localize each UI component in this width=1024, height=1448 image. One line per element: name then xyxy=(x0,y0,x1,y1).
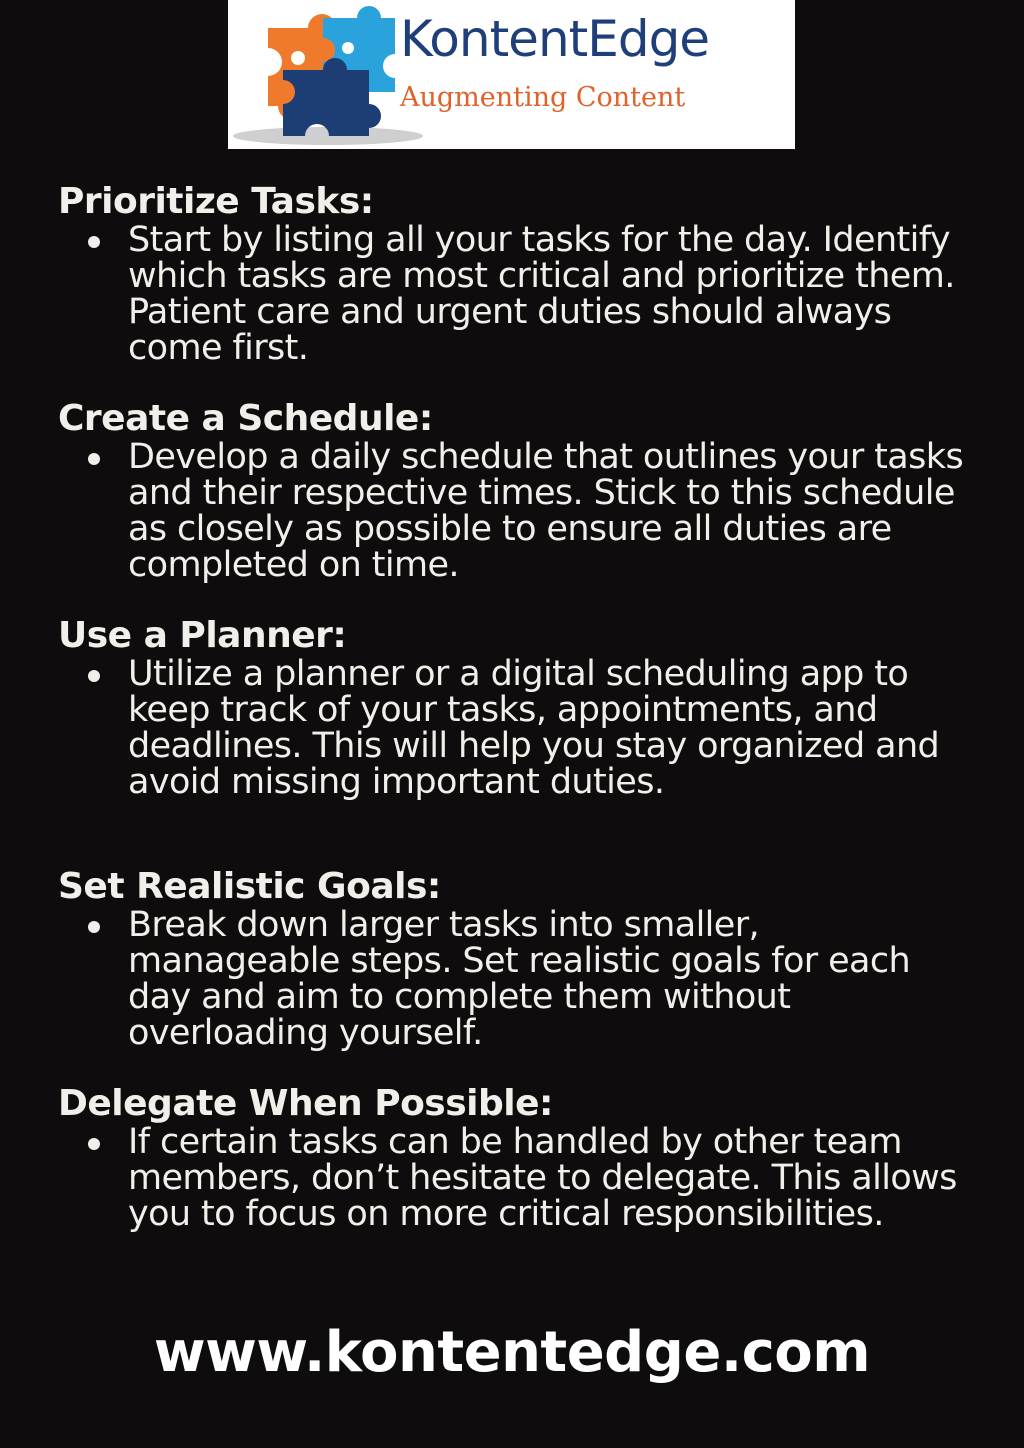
brand-name: KontentEdge xyxy=(400,10,710,68)
bullet-item xyxy=(128,907,968,1051)
section-delegate xyxy=(58,1084,978,1301)
bullet-text: Break down larger tasks into smaller, manageable steps. Set realistic goals for each day and aim to complete them without overloading yourself. xyxy=(128,905,911,1053)
section-heading: Use a Planner: xyxy=(58,615,347,656)
section-use-planner xyxy=(58,616,978,867)
tips-list xyxy=(58,182,978,1301)
brand-tagline: Augmenting Content xyxy=(400,82,686,113)
bullet-item xyxy=(128,1124,968,1232)
section-heading: Prioritize Tasks: xyxy=(58,181,374,222)
bullet-icon xyxy=(88,1138,100,1150)
bullet-text: Utilize a planner or a digital scheduling app to keep track of your tasks, appointments, and deadlines. This will help you stay organized and avoid missing important duties. xyxy=(128,654,940,802)
website-url: www.kontentedge.com xyxy=(153,1320,871,1385)
bullet-text: If certain tasks can be handled by other team members, don’t hesitate to delegate. This allows you to focus on more critical responsibilities. xyxy=(128,1122,957,1234)
bullet-item xyxy=(128,222,968,366)
logo xyxy=(228,0,795,149)
bullet-icon xyxy=(88,236,100,248)
section-set-goals xyxy=(58,867,978,1084)
bullet-icon xyxy=(88,670,100,682)
section-prioritize-tasks xyxy=(58,182,978,399)
bullet-icon xyxy=(88,453,100,465)
bullet-item xyxy=(128,439,968,583)
section-heading: Create a Schedule: xyxy=(58,398,433,439)
bullet-text: Start by listing all your tasks for the day. Identify which tasks are most critical and prioritize them. Patient care and urgent duties should always come first. xyxy=(128,220,955,368)
section-create-schedule xyxy=(58,399,978,616)
bullet-item xyxy=(128,656,968,800)
section-heading: Delegate When Possible: xyxy=(58,1083,553,1124)
section-heading: Set Realistic Goals: xyxy=(58,866,441,907)
bullet-icon xyxy=(88,921,100,933)
bullet-text: Develop a daily schedule that outlines your tasks and their respective times. Stick to this schedule as closely as possible to ensure all duties are completed on time. xyxy=(128,437,964,585)
